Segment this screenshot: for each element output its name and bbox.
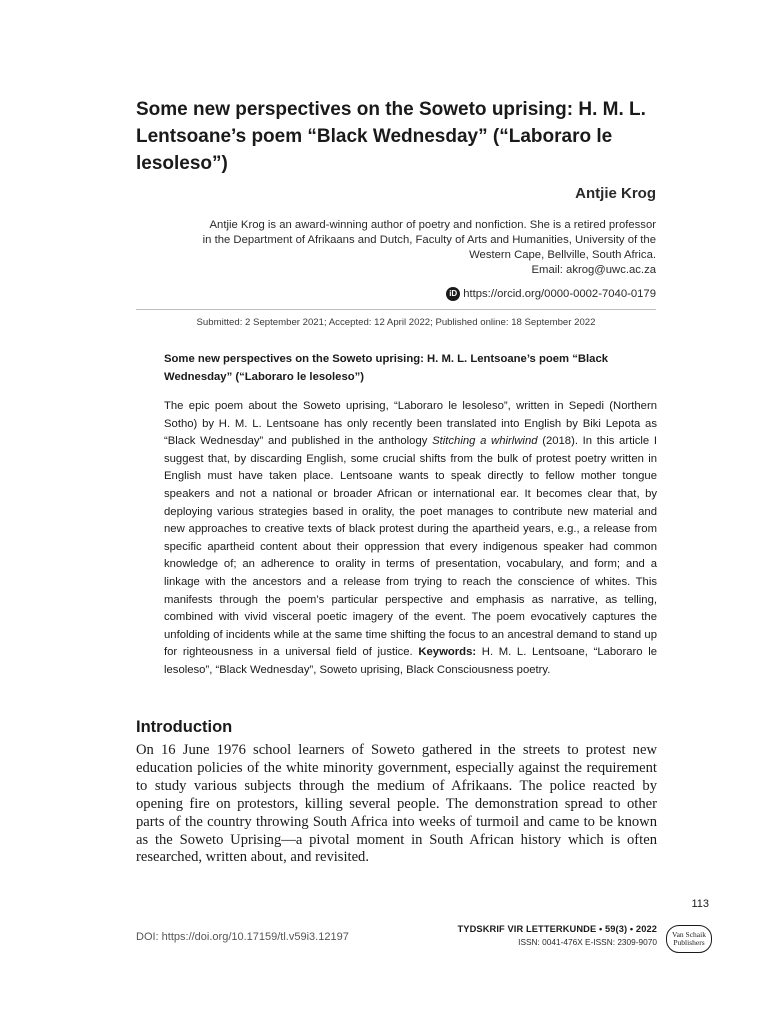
orcid-link[interactable]: https://orcid.org/0000-0002-7040-0179 [463,288,656,300]
publisher-logo-line: Van Schaik [672,930,706,939]
article-title: Some new perspectives on the Soweto uprising: H. M. L. Lentsoane’s poem “Black Wednesday” (“Laboraro le lesoleso”) [136,99,646,174]
divider [136,309,656,310]
journal-name: TYDSKRIF VIR LETTERKUNDE • 59(3) • 2022 [457,924,657,934]
journal-info [458,924,657,947]
keywords-label: Keywords: [418,646,477,659]
publisher-logo-line: Publishers [673,938,705,947]
orcid-icon: iD [446,287,460,301]
issn: ISSN: 0041-476X E-ISSN: 2309-9070 [518,937,657,947]
author-email-link[interactable]: Email: akrog@uwc.ac.za [531,264,656,276]
author-name: Antjie Krog [575,185,656,202]
abstract-text: (2018). In this article I suggest that, by discarding English, some crucial shifts from the bulk of protest poetry written in English must have taken place. Lentsoane wants to speak directly to fellow mother tongue speakers and not a national or broader African or international ear. It becomes clear that, by deploying various strategies based in orality, the poet manages to contribute new material and new approaches to creative texts of black protest during the apartheid years, e.g., a release from specific apartheid content about their oppression that every indigenous speaker had common knowledge of; an adherence to orality in terms of presentation, vocabulary, and form; and a linkage with the ancestors and a release from trying to reach the conscience of whites. This manifests through the poem’s particular perspective and emphasis as narrative, as telling, combined with vivid visceral poetic imagery of the event. The poem evocatively captures the unfolding of incidents while at the same time shifting the focus to an ancestral demand to stand up for righteousness in a universal field of justice. [164,435,657,659]
author-affiliation [136,218,656,278]
abstract-body [164,398,657,680]
affiliation-line: in the Department of Afrikaans and Dutch, Faculty of Arts and Humanities, University of the [202,234,656,246]
doi-link[interactable]: DOI: https://doi.org/10.17159/tl.v59i3.12197 [136,931,349,943]
keywords-list: H. M. L. Lentsoane, “Laboraro le lesoleso”, “Black Wednesday”, Soweto uprising, Black Consciousness poetry. [164,646,658,676]
page-number: 113 [691,898,709,910]
orcid-row [446,287,656,301]
introduction-paragraph: On 16 June 1976 school learners of Soweto gathered in the streets to protest new education policies of the white minority government, especially against the requirement to study various subjects through the medium of Afrikaans. The police reacted by opening fire on protestors, killing several people. The demonstration spread to other parts of the country throwing South Africa into weeks of turmoil and came to be known as the Soweto Uprising—a pivotal moment in South African history which is often researched, written about, and revisited. [136,742,657,866]
section-heading-introduction: Introduction [136,718,233,736]
abstract-text: The epic poem about the Soweto uprising, “Laboraro le lesoleso”, written in Sepedi (Northern Sotho) by H. M. L. Lentsoane has only recently been translated into English by Biki Lepota as “Black Wednesday” and published in the anthology [164,400,657,448]
anthology-title: Stitching a whirlwind [432,435,538,448]
abstract-title: Some new perspectives on the Soweto uprising: H. M. L. Lentsoane’s poem “Black Wednesday” (“Laboraro le lesoleso”) [164,353,609,383]
publisher-logo [666,925,712,953]
publication-dates: Submitted: 2 September 2021; Accepted: 12 April 2022; Published online: 18 September 2022 [196,317,596,328]
affiliation-line: Western Cape, Bellville, South Africa. [469,249,656,261]
affiliation-line: Antjie Krog is an award-winning author of poetry and nonfiction. She is a retired professor [209,219,656,231]
